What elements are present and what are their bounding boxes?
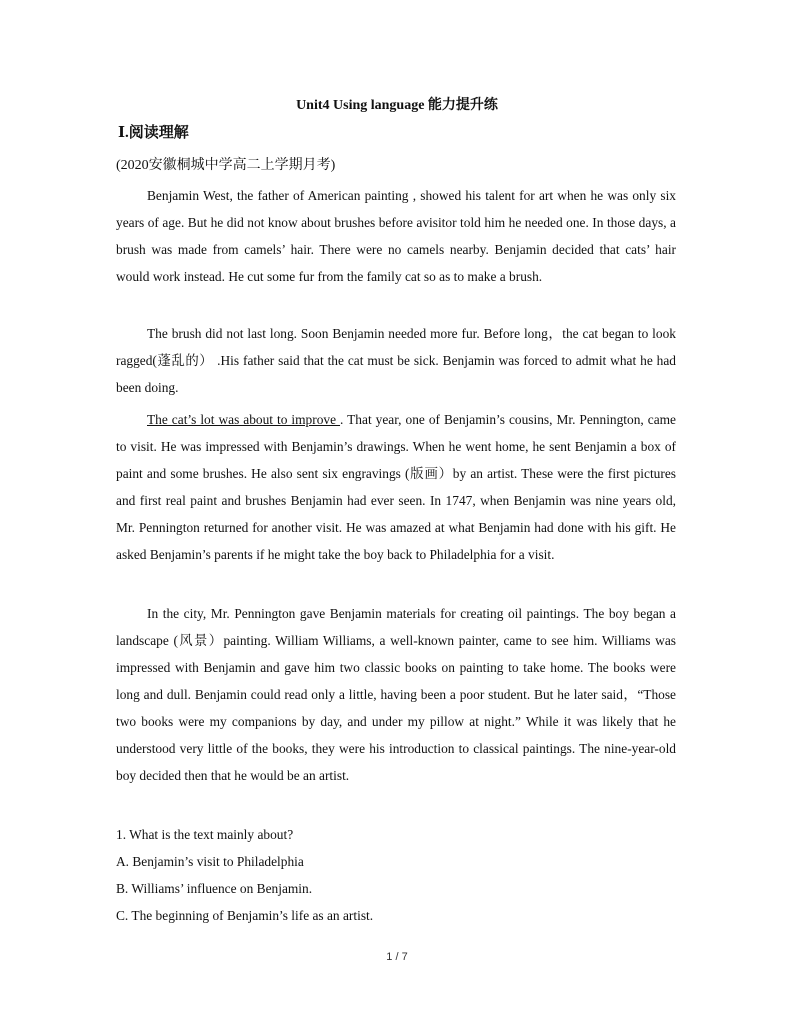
paragraph-4-text: In the city, Mr. Pennington gave Benjamin materials for creating oil paintings. The boy began a landscape (风景）painting. William Williams, a well-known painter, came to see him. Williams was impressed with Benjamin and gave him two classic books on painting to take home. The books were long and dull. Benjamin could read only a little, having been a poor student. But he later said，“Those two books were my companions by day, and under my pillow at night.” While it was likely that he understood very little of the books, they were his introduction to classical paintings. The nine-year-old boy decided then that he would be an artist.: [116, 606, 676, 783]
page-title: Unit4 Using language 能力提升练: [296, 98, 498, 113]
option-b: B. Williams’ influence on Benjamin.: [116, 881, 313, 896]
paragraph-3-text: . That year, one of Benjamin’s cousins, Mr. Pennington, came to visit. He was impressed with Benjamin’s drawings. When he went home, he sent Benjamin a box of paint and some brushes. He also sent six engravings (版画）by an artist. These were the first pictures and first real paint and brushes Benjamin had ever seen. In 1747, when Benjamin was nine years old, Mr. Pennington returned for another visit. He was amazed at what Benjamin had done with his gift. He asked Benjamin’s parents if he might take the boy back to Philadelphia for a visit.: [116, 412, 676, 562]
underlined-sentence: The cat’s lot was about to improve: [147, 412, 341, 427]
source-note: (2020安徽桐城中学高二上学期月考): [116, 158, 336, 173]
paragraph-1: [116, 182, 676, 290]
paragraph-3: [116, 406, 676, 568]
paragraph-2: [116, 320, 676, 401]
question-stem: 1. What is the text mainly about?: [116, 827, 294, 842]
option-c: C. The beginning of Benjamin’s life as an artist.: [116, 908, 374, 923]
paragraph-2-text: The brush did not last long. Soon Benjamin needed more fur. Before long，the cat began to look ragged(蓬乱的） .His father said that the cat must be sick. Benjamin was forced to admit what he had been doing.: [116, 326, 676, 395]
option-a: A. Benjamin’s visit to Philadelphia: [116, 854, 304, 869]
paragraph-4: [116, 600, 676, 789]
section-heading: Ⅰ.阅读理解: [118, 125, 189, 141]
paragraph-1-text: Benjamin West, the father of American painting , showed his talent for art when he was only six years of age. But he did not know about brushes before avisitor told him he needed one. In those days, a brush was made from camels’ hair. There were no camels nearby. Benjamin decided that cats’ hair would work instead. He cut some fur from the family cat so as to make a brush.: [116, 188, 676, 284]
page-number: 1 / 7: [386, 951, 408, 963]
